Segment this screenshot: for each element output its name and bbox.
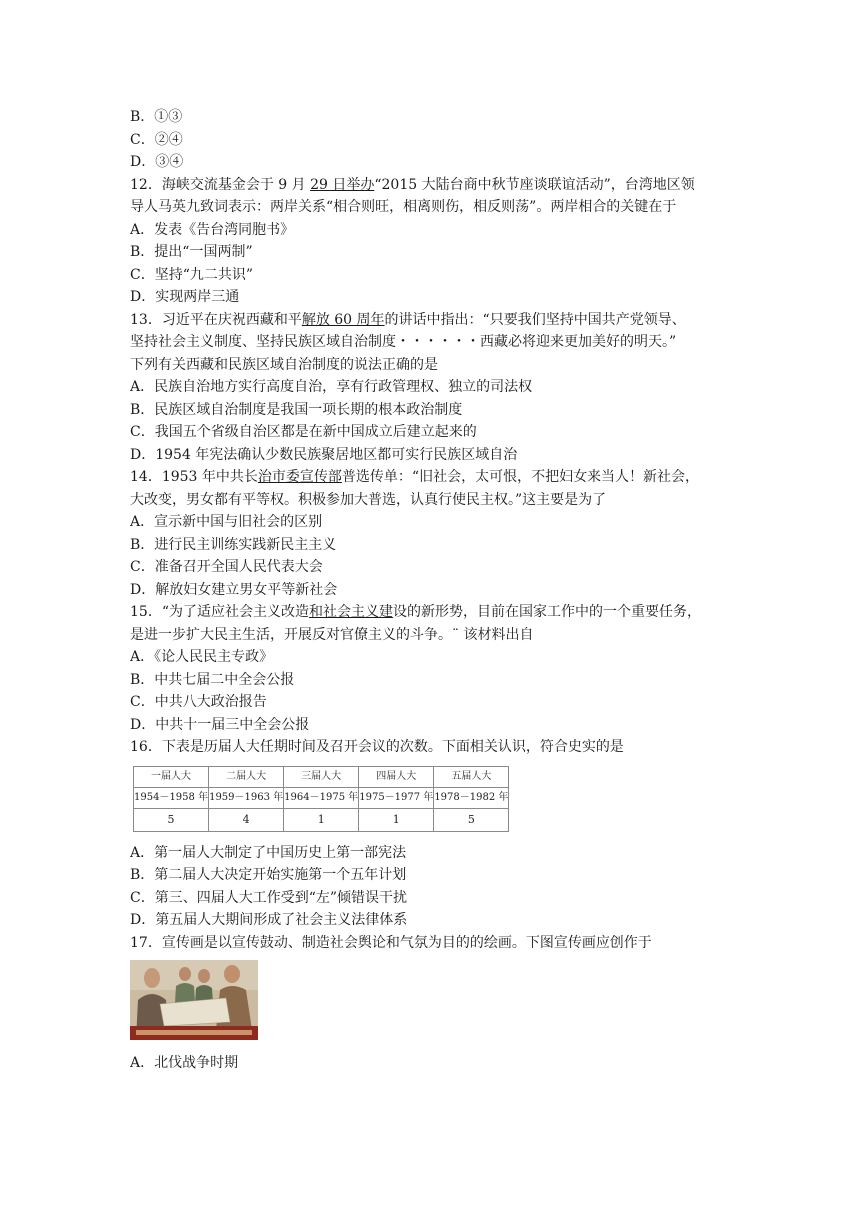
question-14: [130, 466, 740, 601]
table-cell: 4: [209, 808, 284, 831]
question-stem-line: 13．习近平在庆祝西藏和平解放 60 周年的讲话中指出：“只要我们坚持中国共产党领导、: [130, 311, 686, 328]
table-cell: 五届人大: [434, 766, 509, 787]
question-17: [130, 932, 740, 1075]
option-c: C．准备召开全国人民代表大会: [130, 559, 323, 575]
table-row-periods: [134, 787, 509, 808]
table-cell: 1978－1982 年: [434, 787, 509, 808]
table-cell: 一届人大: [134, 766, 209, 787]
option-b: B．中共七届二中全会公报: [130, 671, 295, 688]
option-b: B．进行民主训练实践新民主主义: [130, 536, 337, 553]
question-stem-line: 下列有关西藏和民族区域自治制度的说法正确的是: [130, 356, 438, 373]
table-cell: 二届人大: [209, 766, 284, 787]
option: C．②④: [130, 131, 183, 148]
underlined-text: 29 日举办: [310, 176, 375, 193]
table-cell: 1: [284, 808, 359, 831]
question-stem-line: 14．1953 年中共长治市委宣传部普选传单：“旧社会，太可恨，不把妇女来当人！新社会，: [130, 469, 700, 485]
option: D．③④: [130, 154, 184, 170]
question-stem-line: 16．下表是历届人大任期时间及召开会议的次数。下面相关认识，符合史实的是: [130, 739, 624, 755]
question-stem-line: 15．“为了适应社会主义改造和社会主义建设的新形势，目前在国家工作中的一个重要任务，: [130, 604, 701, 620]
table-cell: 三届人大: [284, 766, 359, 787]
table-cell: 5: [134, 808, 209, 831]
option-d: D．1954 年宪法确认少数民族聚居地区都可实行民族区域自治: [130, 446, 518, 463]
question-stem-line: 坚持社会主义制度、坚持民族区域自治制度・・・・・・西藏必将迎来更加美好的明天。”: [130, 334, 677, 350]
option-d: D．解放妇女建立男女平等新社会: [130, 581, 338, 598]
question-stem-line: 导人马英九致词表示：两岸关系“相合则旺，相离则伤，相反则荡”。两岸相合的关键在于: [130, 199, 677, 215]
table-cell: 1954－1958 年: [134, 787, 209, 808]
table-cell: 四届人大: [359, 766, 434, 787]
question-stem-line: 12．海峡交流基金会于 9 月 29 日举办“2015 大陆台商中秋节座谈联谊活动”，台湾地区领: [130, 176, 695, 193]
option-b: B．提出“一国两制”: [130, 244, 253, 260]
underlined-text: 治市委宣传部: [257, 469, 342, 485]
table-cell: 1: [359, 808, 434, 831]
question-16: [130, 736, 740, 932]
option-d: D．第五届人大期间形成了社会主义法律体系: [130, 912, 408, 928]
table-row-names: [134, 766, 509, 787]
question-13: [130, 309, 740, 467]
option-a: A．北伐战争时期: [130, 1055, 239, 1071]
option-d: D．实现两岸三通: [130, 289, 240, 305]
option-a: A．《论人民民主专政》: [130, 649, 274, 665]
question-12: [130, 174, 740, 309]
table-row-counts: [134, 808, 509, 831]
underlined-text: 和社会主义建: [308, 604, 393, 620]
question-stem-line: 是进一步扩大民主生活，开展反对官僚主义的斗争。¨ 该材料出自: [130, 626, 534, 643]
option-c: C．第三、四届人大工作受到“左”倾错误干扰: [130, 889, 408, 906]
option-b: B．第二届人大决定开始实施第一个五年计划: [130, 867, 407, 883]
question-stem-line: 17．宣传画是以宣传鼓动、制造社会舆论和气氛为目的的绘画。下图宣传画应创作于: [130, 934, 652, 951]
option-a: A．发表《告台湾同胞书》: [130, 221, 295, 238]
poster-illustration: [130, 960, 258, 1040]
option-d: D．中共十一届三中全会公报: [130, 716, 310, 733]
table-cell: 1975－1977 年: [359, 787, 434, 808]
option-a: A．第一届人大制定了中国历史上第一部宪法: [130, 844, 407, 861]
previous-question-options: [130, 106, 740, 174]
question-15: [130, 601, 740, 736]
propaganda-poster-image: [130, 960, 258, 1040]
table-cell: 5: [434, 808, 509, 831]
question-stem-line: 大改变，男女都有平等权。积极参加大普选，认真行使民主权。”这主要是为了: [130, 491, 607, 508]
option-a: A．宣示新中国与旧社会的区别: [130, 514, 323, 530]
option: B．①③: [130, 109, 183, 125]
option-c: C．我国五个省级自治区都是在新中国成立后建立起来的: [130, 424, 477, 440]
option-b: B．民族区域自治制度是我国一项长期的根本政治制度: [130, 401, 463, 418]
underlined-text: 解放 60 周年: [301, 311, 385, 328]
option-c: C．坚持“九二共识”: [130, 266, 254, 283]
table-cell: 1959－1963 年: [209, 787, 284, 808]
document-body: [130, 106, 740, 1075]
option-c: C．中共八大政治报告: [130, 694, 267, 710]
option-a: A．民族自治地方实行高度自治，享有行政管理权、独立的司法权: [130, 379, 533, 395]
table-cell: 1964－1975 年: [284, 787, 359, 808]
npc-table: [133, 766, 509, 832]
